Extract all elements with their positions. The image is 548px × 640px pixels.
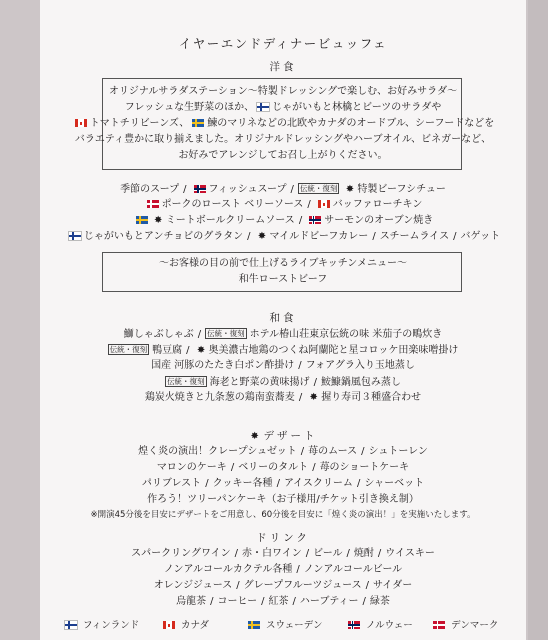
live-kitchen-title: 〜お客様の目の前で仕上げるライブキッチンメニュー〜 [159,258,407,269]
western-row-4: じゃがいもとアンチョビのグラタン / ✸ マイルドビーフカレー / スチームライス / バゲット [40,231,526,243]
drinks-row-2: ノンアルコールカクテル各種 / ノンアルコールビール [163,564,403,575]
norway-flag-icon [309,216,321,224]
canada-flag-icon [163,621,175,629]
traditional-badge: 伝統・復刻 [207,329,245,338]
star-icon: ✸ [309,392,318,403]
sweden-flag-icon [136,216,148,224]
dessert-note: ※開演45分後を目安にデザートをご用意し、60分後を目安に「煌く炎の演出！」を実施いたします。 [90,510,476,520]
star-icon: ✸ [250,431,262,442]
drinks-row-1: スパークリングワイン / 赤・白ワイン / ビール / 焼酎 / ウイスキー [131,548,435,559]
japanese-row-5: 鶏炭火焼きと九条葱の鶏南蛮蕎麦 / ✸ 握り寿司３種盛合わせ [144,392,422,403]
western-row-1: 季節のスープ / フィッシュスープ / 伝統・復刻 ✸ 特製ビーフシチュー [120,184,446,195]
japanese-row-3: 国産 河豚のたたき白ポン酢掛け / フォアグラ入り玉地蒸し [151,360,415,371]
traditional-badge: 伝統・復刻 [109,345,148,354]
japanese-row-1: 鰤しゃぶしゃぶ / 伝統・復刻 ホテル椿山荘東京伝統の味 米茄子の鴫炊き [123,329,443,340]
finland-flag-icon [65,621,77,629]
denmark-flag-icon [147,200,159,208]
finland-flag-icon [69,232,81,240]
japanese-heading: 和食 [269,312,297,324]
canada-flag-icon [75,119,87,127]
salad-title: オリジナルサラダステーション〜特製ドレッシングで楽しむ、お好みサラダ〜 [108,86,458,97]
drinks-heading: ドリンク [256,532,310,544]
sweden-flag-icon [248,621,260,629]
legend-finland: フィンランド [62,620,139,632]
japanese-row-4: 伝統・復刻 海老と野菜の黄味揚げ / 鮟鱇鍋風包み蒸し [167,377,401,388]
drinks-row-4: 烏龍茶 / コーヒー / 紅茶 / ハーブティー / 緑茶 [176,596,390,607]
norway-flag-icon [348,621,360,629]
finland-flag-icon [257,103,269,111]
western-heading: 洋食 [269,61,297,73]
star-icon: ✸ [196,345,206,356]
salad-line-2: トマトチリビーンズ、 鰊のマリネなどの北欧やカナダのオードブル、シーフードなどを [40,118,526,130]
traditional-badge: 伝統・復刻 [299,184,338,193]
japanese-row-2: 伝統・復刻 鴨豆腐 / ✸ 奥美濃古地鶏のつくね阿蘭陀と星コロッケ田楽味噌掛け [109,345,459,356]
dessert-row-1: 煌く炎の演出！クレープシュゼット / 苺のムース / シュトーレン [138,446,428,457]
background-edge [528,0,548,640]
traditional-badge: 伝統・復刻 [167,377,205,386]
dessert-row-2: マロンのケーキ / ベリーのタルト / 苺のショートケーキ [156,462,410,473]
legend-norway: ノルウェー [345,620,413,632]
norway-flag-icon [194,185,206,193]
dessert-row-3: パリブレスト / クッキー各種 / アイスクリーム / シャーベット [141,478,425,489]
live-kitchen-item: 和牛ローストビーフ [238,274,328,285]
denmark-flag-icon [433,621,445,629]
western-row-2: ポークのロースト ベリーソース / バッファローチキン [40,199,526,211]
legend-denmark: デンマーク [430,620,498,632]
dessert-row-4: 作ろう！ツリーパンケーキ（お子様用/チケット引き換え制） [147,494,419,505]
dessert-heading: ✸ デザート [250,430,318,442]
salad-line-4: お好みでアレンジしてお召し上がりください。 [178,150,388,161]
canada-flag-icon [318,200,330,208]
sweden-flag-icon [192,119,204,127]
star-icon: ✸ [257,231,267,242]
drinks-row-3: オレンジジュース / グレープフルーツジュース / サイダー [153,580,413,591]
salad-line-3: バラエティ豊かに取り揃えました。オリジナルドレッシングやハーブオイル、ビネガーなど、 [74,134,492,145]
menu-sheet [40,0,526,640]
star-icon: ✸ [154,215,163,226]
page-title: イヤーエンドディナービュッフェ [178,36,388,51]
salad-line-1: フレッシュな生野菜のほか、 じゃがいもと林檎とビーツのサラダや [124,102,442,113]
western-row-3: ✸ ミートボールクリームソース / サーモンのオーブン焼き [40,215,526,227]
star-icon: ✸ [345,184,355,195]
legend-sweden: スウェーデン [245,620,322,632]
legend-canada: カナダ [160,620,209,632]
